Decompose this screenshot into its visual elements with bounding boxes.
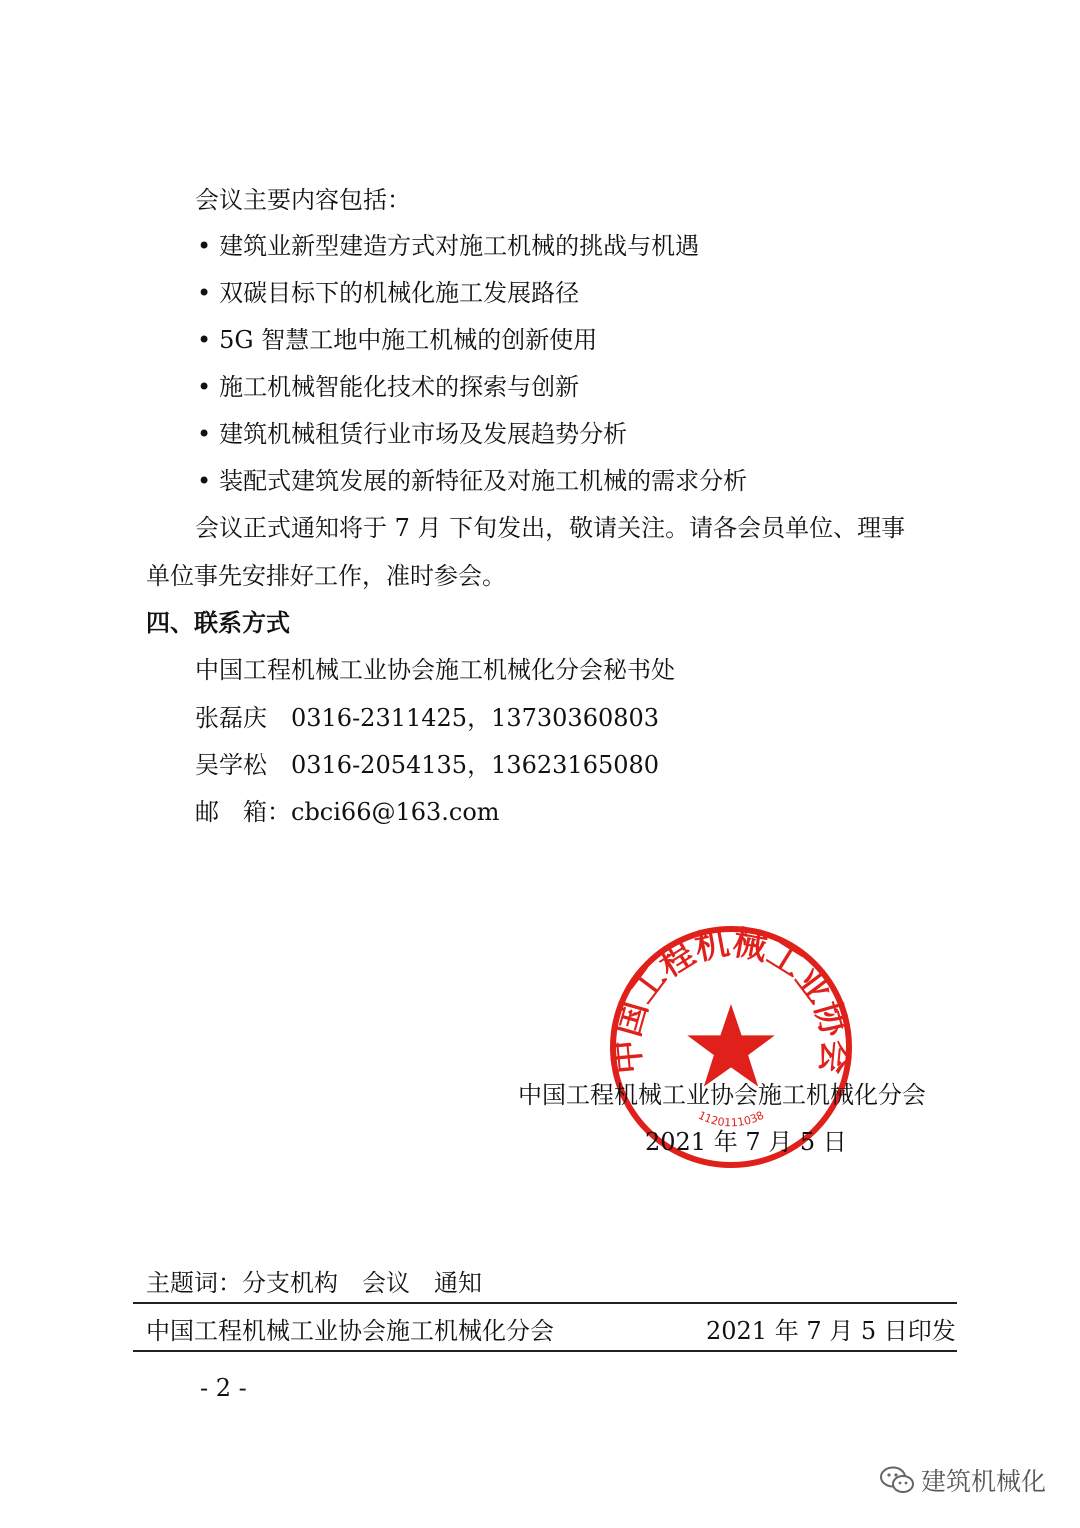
watermark-label: 建筑机械化 [920, 1467, 1046, 1496]
footer-divider-top [133, 1302, 957, 1304]
signature-date: 2021 年 7 月 5 日 [645, 1128, 847, 1156]
bullet-text: 建筑业新型建造方式对施工机械的挑战与机遇 [219, 232, 700, 260]
bullet-item [197, 278, 579, 308]
footer-divider-bottom [133, 1350, 957, 1352]
wechat-icon [879, 1465, 915, 1495]
email-address[interactable]: cbci66@163.com [291, 798, 500, 826]
bullet-text: 双碳目标下的机械化施工发展路径 [219, 279, 580, 307]
intro-text: 会议主要内容包括： [195, 186, 411, 214]
bullet-dot: • [197, 326, 212, 354]
contact-org: 中国工程机械工业协会施工机械化分会秘书处 [195, 656, 675, 684]
bullet-text: 装配式建筑发展的新特征及对施工机械的需求分析 [219, 467, 748, 495]
bullet-item [197, 419, 627, 449]
bullet-text: 5G 智慧工地中施工机械的创新使用 [219, 326, 598, 354]
issue-date: 2021 年 7 月 5 日印发 [706, 1317, 956, 1345]
email-label: 邮 箱： [195, 798, 291, 826]
bullet-text: 建筑机械租赁行业市场及发展趋势分析 [219, 420, 628, 448]
section-heading: 四、联系方式 [146, 609, 290, 637]
bullet-dot: • [197, 232, 212, 260]
page-number: - 2 - [200, 1374, 247, 1402]
seal-star [687, 1004, 775, 1087]
contact-person-1: 张磊庆 0316-2311425，13730360803 [195, 704, 660, 732]
notice-line-1: 会议正式通知将于 7 月 下旬发出，敬请关注。请各会员单位、理事 [195, 514, 906, 542]
bullet-item [197, 325, 597, 355]
notice-line-2: 单位事先安排好工作，准时参会。 [146, 562, 506, 590]
bullet-item [197, 372, 579, 402]
contact-person-2: 吴学松 0316-2054135，13623165080 [195, 751, 660, 779]
issuer-name: 中国工程机械工业协会施工机械化分会 [146, 1317, 554, 1345]
watermark [879, 1462, 1046, 1498]
bullet-text: 施工机械智能化技术的探索与创新 [219, 373, 580, 401]
contact-email-row [195, 797, 500, 827]
bullet-item [197, 466, 747, 496]
bullet-dot: • [197, 373, 212, 401]
keywords-line: 主题词：分支机构 会议 通知 [146, 1269, 482, 1297]
bullet-dot: • [197, 467, 212, 495]
bullet-dot: • [197, 279, 212, 307]
bullet-dot: • [197, 420, 212, 448]
seal-number: 1120111038 [696, 1108, 766, 1130]
bullet-item [197, 231, 699, 261]
seal-text: 中国工程机械工业协会 [606, 923, 856, 1076]
signature-org: 中国工程机械工业协会施工机械化分会 [518, 1081, 926, 1109]
